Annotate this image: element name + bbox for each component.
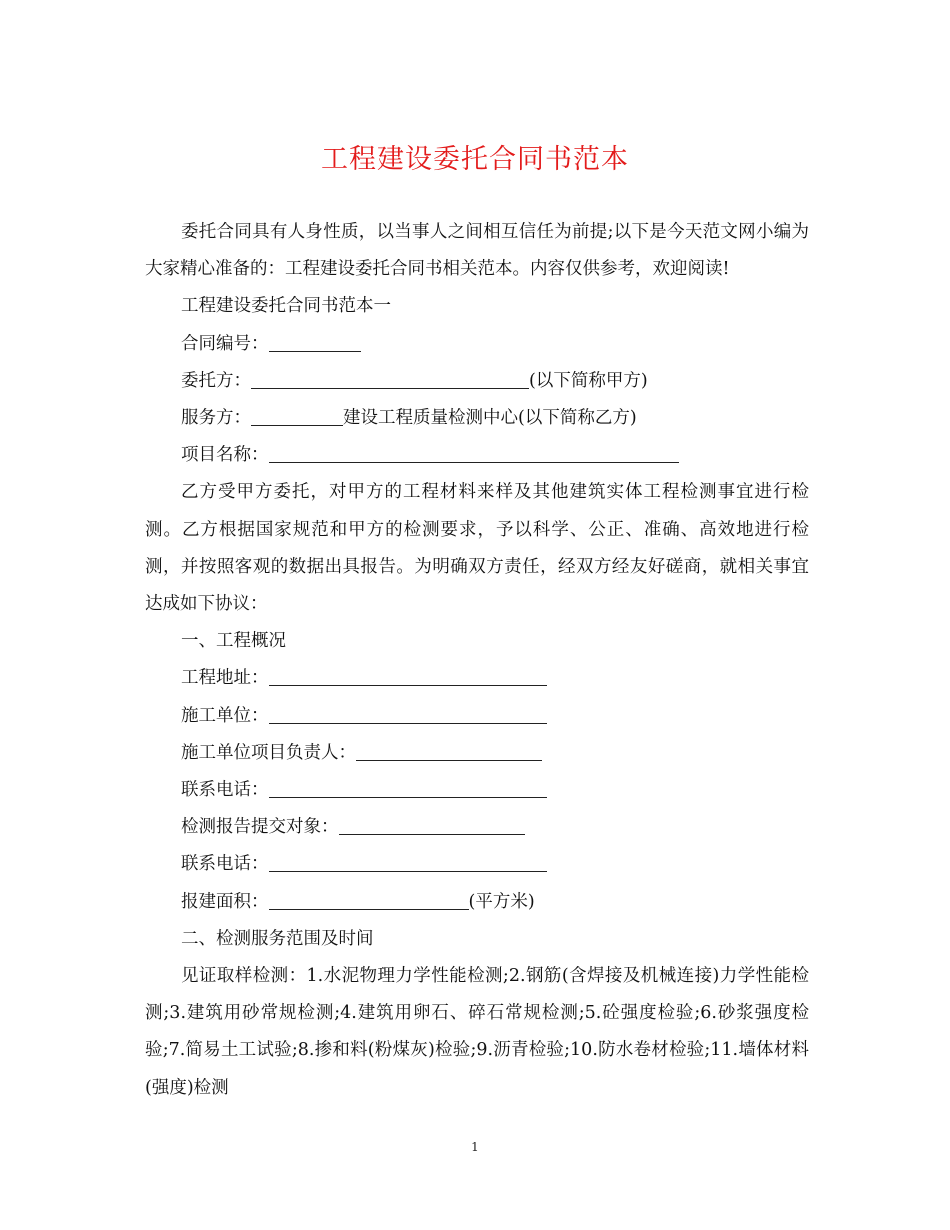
contract-number-label: 合同编号： [181,333,269,354]
service-suffix: 建设工程质量检测中心(以下简称乙方) [343,408,637,429]
client-blank [251,370,529,389]
phone1-line [145,772,809,809]
intro-paragraph: 委托合同具有人身性质，以当事人之间相互信任为前提;以下是今天范文网小编为大家精心准备的：工程建设委托合同书相关范本。内容仅供参考，欢迎阅读! [145,222,809,280]
agreement-paragraph: 乙方受甲方委托，对甲方的工程材料来样及其他建筑实体工程检测事宜进行检测。乙方根据国家规范和甲方的检测要求，予以科学、公正、准确、高效地进行检测，并按照客观的数据出具报告。为明确双方责任，经双方经友好磋商，就相关事宜达成如下协议： [145,482,809,615]
address-line [145,660,809,697]
section-heading: 工程建设委托合同书范本一 [181,296,391,317]
page-number: 1 [471,1140,479,1154]
phone1-label: 联系电话： [181,780,269,801]
part1-heading: 一、工程概况 [181,631,286,652]
address-label: 工程地址： [181,668,269,689]
client-suffix: (以下简称甲方) [529,370,648,391]
report-recipient-blank [339,816,525,835]
construction-unit-label: 施工单位： [181,705,269,726]
project-name-label: 项目名称： [181,445,269,466]
report-recipient-line [145,809,809,846]
service-line [145,400,809,437]
area-label: 报建面积： [181,891,269,912]
report-recipient-label: 检测报告提交对象： [181,817,339,838]
construction-unit-blank [269,705,547,724]
unit-manager-line [145,735,809,772]
service-label: 服务方： [181,408,251,429]
project-name-blank [269,444,679,463]
phone2-label: 联系电话： [181,854,269,875]
client-line [145,363,809,400]
phone2-blank [269,853,547,872]
area-line [145,884,809,921]
client-label: 委托方： [181,370,251,391]
unit-manager-label: 施工单位项目负责人： [181,742,356,763]
construction-unit-line [145,698,809,735]
service-blank [251,407,343,426]
address-blank [269,667,547,686]
project-name-line [145,437,809,474]
part2-content: 见证取样检测：1.水泥物理力学性能检测;2.钢筋(含焊接及机械连接)力学性能检测;3.建筑用砂常规检测;4.建筑用卵石、碎石常规检测;5.砼强度检验;6.砂浆强度检验;7.简易土工试验;8.掺和料(粉煤灰)检验;9.沥青检验;10.防水卷材检验;11.墙体材料(强度)检测 [145,966,809,1098]
contract-number-line [145,326,809,363]
area-blank [269,891,469,910]
document-title: 工程建设委托合同书范本 [321,144,629,175]
phone1-blank [269,779,547,798]
part2-heading: 二、检测服务范围及时间 [181,928,374,949]
area-unit: (平方米) [468,891,535,912]
contract-number-blank [269,333,361,352]
unit-manager-blank [356,742,542,761]
phone2-line [145,846,809,883]
document-body [145,214,809,1107]
